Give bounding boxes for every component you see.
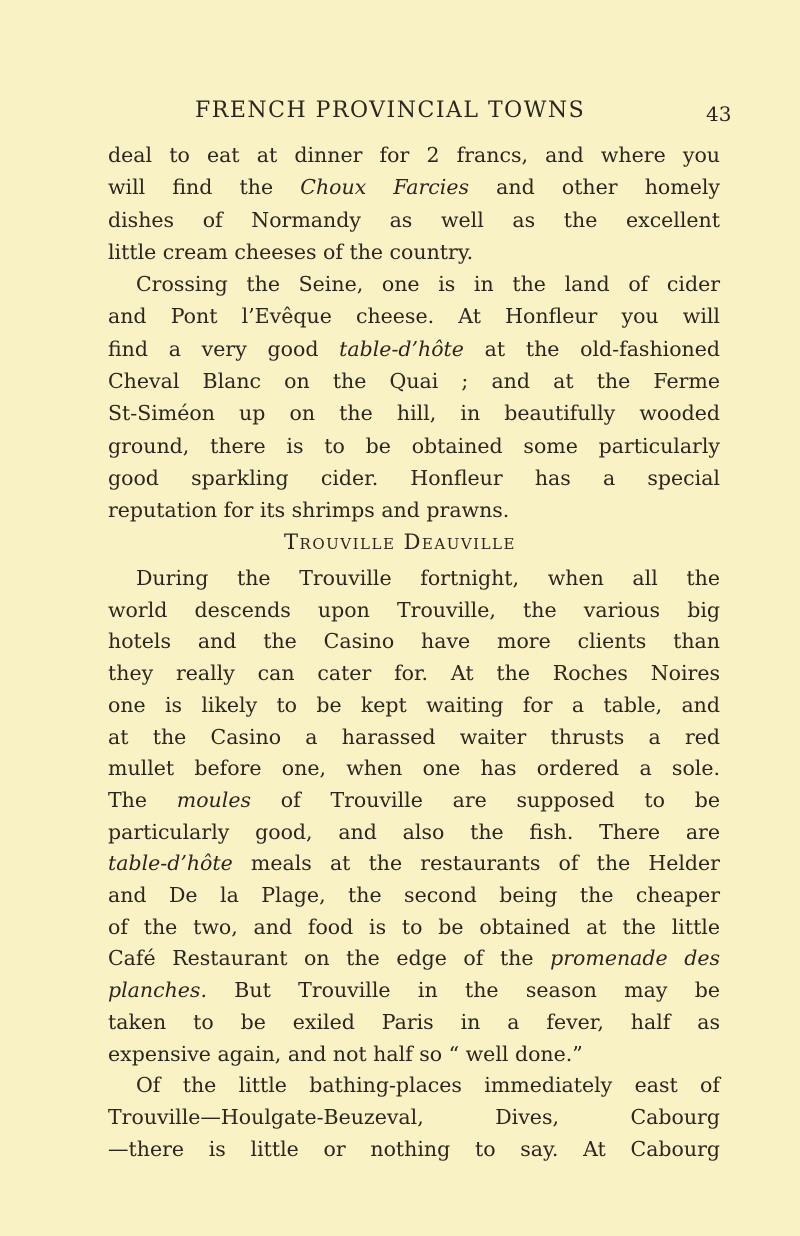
text-line: world descends upon Trouville, the various big <box>108 597 720 622</box>
text-line: and De la Plage, the second being the cheaper <box>108 883 720 908</box>
text-line: Café Restaurant on the edge of the promenade des <box>108 946 720 971</box>
text-line: find a very good table-d’hôte at the old-fashioned <box>108 336 720 361</box>
text-line: reputation for its shrimps and prawns. <box>108 498 510 523</box>
text-line: of the two, and food is to be obtained at the little <box>108 914 720 939</box>
paragraph-2 <box>108 268 720 526</box>
paragraph-4 <box>108 1070 720 1165</box>
text-line: at the Casino a harassed waiter thrusts a red <box>108 724 720 749</box>
text-line: one is likely to be kept waiting for a table, and <box>108 692 720 717</box>
text-line: mullet before one, when one has ordered a sole. <box>108 756 720 781</box>
text-line: taken to be exiled Paris in a fever, half as <box>108 1009 720 1034</box>
text-line: During the Trouville fortnight, when all the <box>136 566 720 590</box>
text-line: Of the little bathing-places immediately east of <box>136 1073 720 1098</box>
section-heading: Trouville Deauville <box>284 530 516 554</box>
text-line: ground, there is to be obtained some particularly <box>108 433 720 458</box>
text-line: planches. But Trouville in the season may be <box>108 978 720 1003</box>
text-line: dishes of Normandy as well as the excellent <box>108 207 720 232</box>
text-line: The moules of Trouville are supposed to be <box>108 787 720 812</box>
italic-phrase: Choux Farcies <box>300 175 469 200</box>
italic-phrase: promenade des <box>550 946 720 971</box>
text-line: will find the Choux Farcies and other homely <box>108 175 720 200</box>
text-line: they really can cater for. At the Roches Noires <box>108 661 720 686</box>
text-line: Trouville—Houlgate-Beuzeval, Dives, Cabourg <box>108 1104 720 1129</box>
text-line: deal to eat at dinner for 2 francs, and where you <box>108 143 720 167</box>
paragraph-1 <box>108 139 720 268</box>
italic-phrase: planches. <box>108 978 207 1003</box>
italic-phrase: table-d’hôte <box>108 851 233 876</box>
body-text-top <box>108 139 720 527</box>
body-text-bottom <box>108 563 720 1165</box>
text-line: hotels and the Casino have more clients than <box>108 629 720 654</box>
italic-phrase: moules <box>176 787 251 812</box>
text-line: Cheval Blanc on the Quai ; and at the Ferme <box>108 369 720 394</box>
italic-phrase: table-d’hôte <box>339 336 464 361</box>
text-line: St-Siméon up on the hill, in beautifully wooded <box>108 401 720 426</box>
running-head: FRENCH PROVINCIAL TOWNS <box>195 98 586 123</box>
text-line: little cream cheeses of the country. <box>108 239 474 264</box>
text-line: expensive again, and not half so “ well done.” <box>108 1041 583 1066</box>
page-number: 43 <box>706 102 732 126</box>
paragraph-3 <box>108 563 720 1070</box>
text-line: and Pont l’Evêque cheese. At Honfleur you will <box>108 304 720 329</box>
text-line: good sparkling cider. Honfleur has a special <box>108 465 720 490</box>
text-line: particularly good, and also the fish. There are <box>108 819 720 844</box>
text-line: —there is little or nothing to say. At Cabourg <box>108 1136 720 1161</box>
text-line: table-d’hôte meals at the restaurants of the Helder <box>108 851 720 876</box>
text-line: Crossing the Seine, one is in the land of cider <box>136 272 720 297</box>
